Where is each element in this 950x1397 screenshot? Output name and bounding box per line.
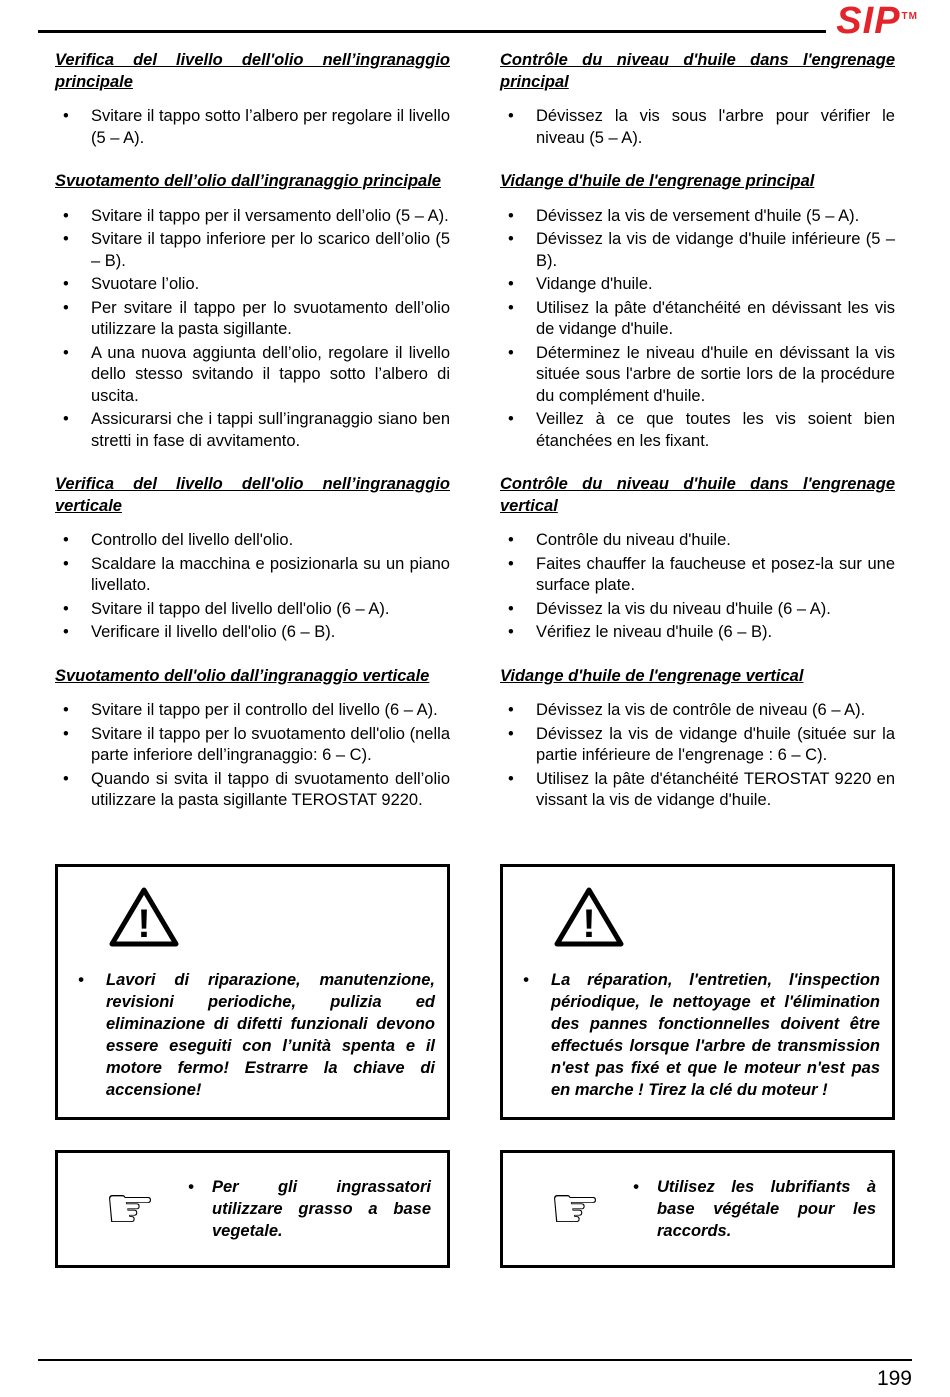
bullet-item: • Per svitare il tappo per lo svuotamento dell’olio utilizzare la pasta sigillante. — [55, 298, 450, 341]
section-heading: Svuotamento dell'olio dall’ingranaggio verticale — [55, 666, 430, 685]
bullet-item: • Svitare il tappo sotto l’albero per regolare il livello (5 – A). — [55, 106, 450, 149]
section-oil-level-main-it — [55, 50, 450, 149]
section-heading: Contrôle du niveau d'huile dans l'engrenage principal — [500, 51, 895, 91]
warning-text: • La réparation, l'entretien, l'inspection périodique, le nettoyage et l'élimination des pannes fonctionnelles doivent être effectués lorsque l'arbre de transmission n'est pas fixé et que le moteur n'est pas en marche ! Tirez la clé du moteur ! — [513, 969, 880, 1101]
warning-triangle-icon — [553, 885, 625, 949]
bullet-list — [500, 700, 895, 812]
content-area — [55, 50, 895, 1268]
pointing-hand-icon: ☞ — [549, 1175, 601, 1241]
bullet-item: • Utilisez la pâte d'étanchéité en dévissant les vis de vidange d'huile. — [500, 298, 895, 341]
logo-tm-mark: TM — [901, 11, 918, 23]
section-heading: Svuotamento dell’olio dall’ingranaggio principale — [55, 172, 441, 190]
bullet-list — [55, 106, 450, 149]
warning-text: • Lavori di riparazione, manutenzione, revisioni periodiche, pulizia ed eliminazione di difetti funzionali devono essere eseguiti con l’unità spenta e il motore fermo! Estrarre la chiave di accensione! — [68, 969, 435, 1101]
sip-logo — [836, 0, 918, 43]
bullet-list — [500, 106, 895, 149]
bullet-item: • Dévissez la vis de versement d'huile (5 – A). — [500, 206, 895, 228]
section-oil-drain-main-fr — [500, 171, 895, 452]
column-french — [500, 50, 895, 834]
bullet-list — [500, 530, 895, 644]
page-number: 199 — [876, 1367, 912, 1390]
bullet-item: • Verificare il livello dell'olio (6 – B). — [55, 622, 450, 644]
warning-box-french — [500, 864, 895, 1120]
bullet-item: • A una nuova aggiunta dell’olio, regolare il livello dello stesso svitando il tappo sotto l’albero di uscita. — [55, 343, 450, 408]
logo-text: SIP — [836, 0, 901, 42]
section-heading: Contrôle du niveau d'huile dans l'engrenage vertical — [500, 475, 895, 515]
section-heading: Verifica del livello dell'olio nell’ingranaggio verticale — [55, 475, 450, 515]
bullet-list — [55, 700, 450, 812]
section-oil-level-vertical-it — [55, 474, 450, 644]
note-box-italian — [55, 1150, 450, 1268]
top-rule — [38, 30, 826, 33]
bullet-item: • Quando si svita il tappo di svuotamento dell’olio utilizzare la pasta sigillante TEROSTAT 9220. — [55, 769, 450, 812]
bullet-item: • Utilisez la pâte d'étanchéité TEROSTAT 9220 en vissant la vis de vidange d'huile. — [500, 769, 895, 812]
svg-text:!: ! — [582, 901, 596, 946]
section-oil-level-main-fr — [500, 50, 895, 149]
note-text: • Per gli ingrassatori utilizzare grasso a base vegetale. — [186, 1176, 431, 1242]
svg-text:!: ! — [137, 901, 151, 946]
section-heading: Vidange d'huile de l'engrenage vertical — [500, 666, 804, 685]
bullet-item: • Déterminez le niveau d'huile en dévissant la vis située sous l'arbre de sortie lors de la procédure du complément d'huile. — [500, 343, 895, 408]
section-oil-drain-vertical-it — [55, 666, 450, 812]
note-text: • Utilisez les lubrifiants à base végétale pour les raccords. — [631, 1176, 876, 1242]
bullet-item: • Contrôle du niveau d'huile. — [500, 530, 895, 552]
column-italian — [55, 50, 450, 834]
bullet-item: • Vidange d'huile. — [500, 274, 895, 296]
section-heading: Vidange d'huile de l'engrenage principal — [500, 172, 815, 190]
bullet-item: • Faites chauffer la faucheuse et posez-la sur une surface plate. — [500, 554, 895, 597]
bullet-item: • Scaldare la macchina e posizionarla su un piano livellato. — [55, 554, 450, 597]
section-oil-drain-main-it — [55, 171, 450, 452]
note-box-french — [500, 1150, 895, 1268]
warning-box-italian — [55, 864, 450, 1120]
bullet-item: • Svuotare l’olio. — [55, 274, 450, 296]
bullet-item: • Veillez à ce que toutes les vis soient bien étanchées en les fixant. — [500, 409, 895, 452]
bullet-item: • Svitare il tappo per il versamento dell’olio (5 – A). — [55, 206, 450, 228]
bottom-rule — [38, 1359, 912, 1361]
bullet-item: • Svitare il tappo inferiore per lo scarico dell’olio (5 – B). — [55, 229, 450, 272]
pointing-hand-icon: ☞ — [104, 1175, 156, 1241]
bullet-item: • Dévissez la vis de vidange d'huile (située sur la partie inférieure de l'engrenage : 6 – C). — [500, 724, 895, 767]
bullet-list — [55, 206, 450, 453]
bullet-item: • Vérifiez le niveau d'huile (6 – B). — [500, 622, 895, 644]
bullet-item: • Dévissez la vis de vidange d'huile inférieure (5 – B). — [500, 229, 895, 272]
bullet-item: • Svitare il tappo per lo svuotamento dell'olio (nella parte inferiore dell’ingranaggio: 6 – C). — [55, 724, 450, 767]
warning-triangle-icon — [108, 885, 180, 949]
bullet-item: • Svitare il tappo del livello dell'olio (6 – A). — [55, 599, 450, 621]
bullet-item: • Assicurarsi che i tappi sull’ingranaggio siano ben stretti in fase di avvitamento. — [55, 409, 450, 452]
section-oil-drain-vertical-fr — [500, 666, 895, 812]
bullet-list — [500, 206, 895, 453]
bullet-list — [55, 530, 450, 644]
bullet-item: • Dévissez la vis sous l'arbre pour vérifier le niveau (5 – A). — [500, 106, 895, 149]
bullet-item: • Svitare il tappo per il controllo del livello (6 – A). — [55, 700, 450, 722]
bullet-item: • Dévissez la vis de contrôle de niveau (6 – A). — [500, 700, 895, 722]
bullet-item: • Dévissez la vis du niveau d'huile (6 – A). — [500, 599, 895, 621]
section-heading: Verifica del livello dell'olio nell’ingranaggio principale — [55, 51, 450, 91]
bullet-item: • Controllo del livello dell'olio. — [55, 530, 450, 552]
section-oil-level-vertical-fr — [500, 474, 895, 644]
